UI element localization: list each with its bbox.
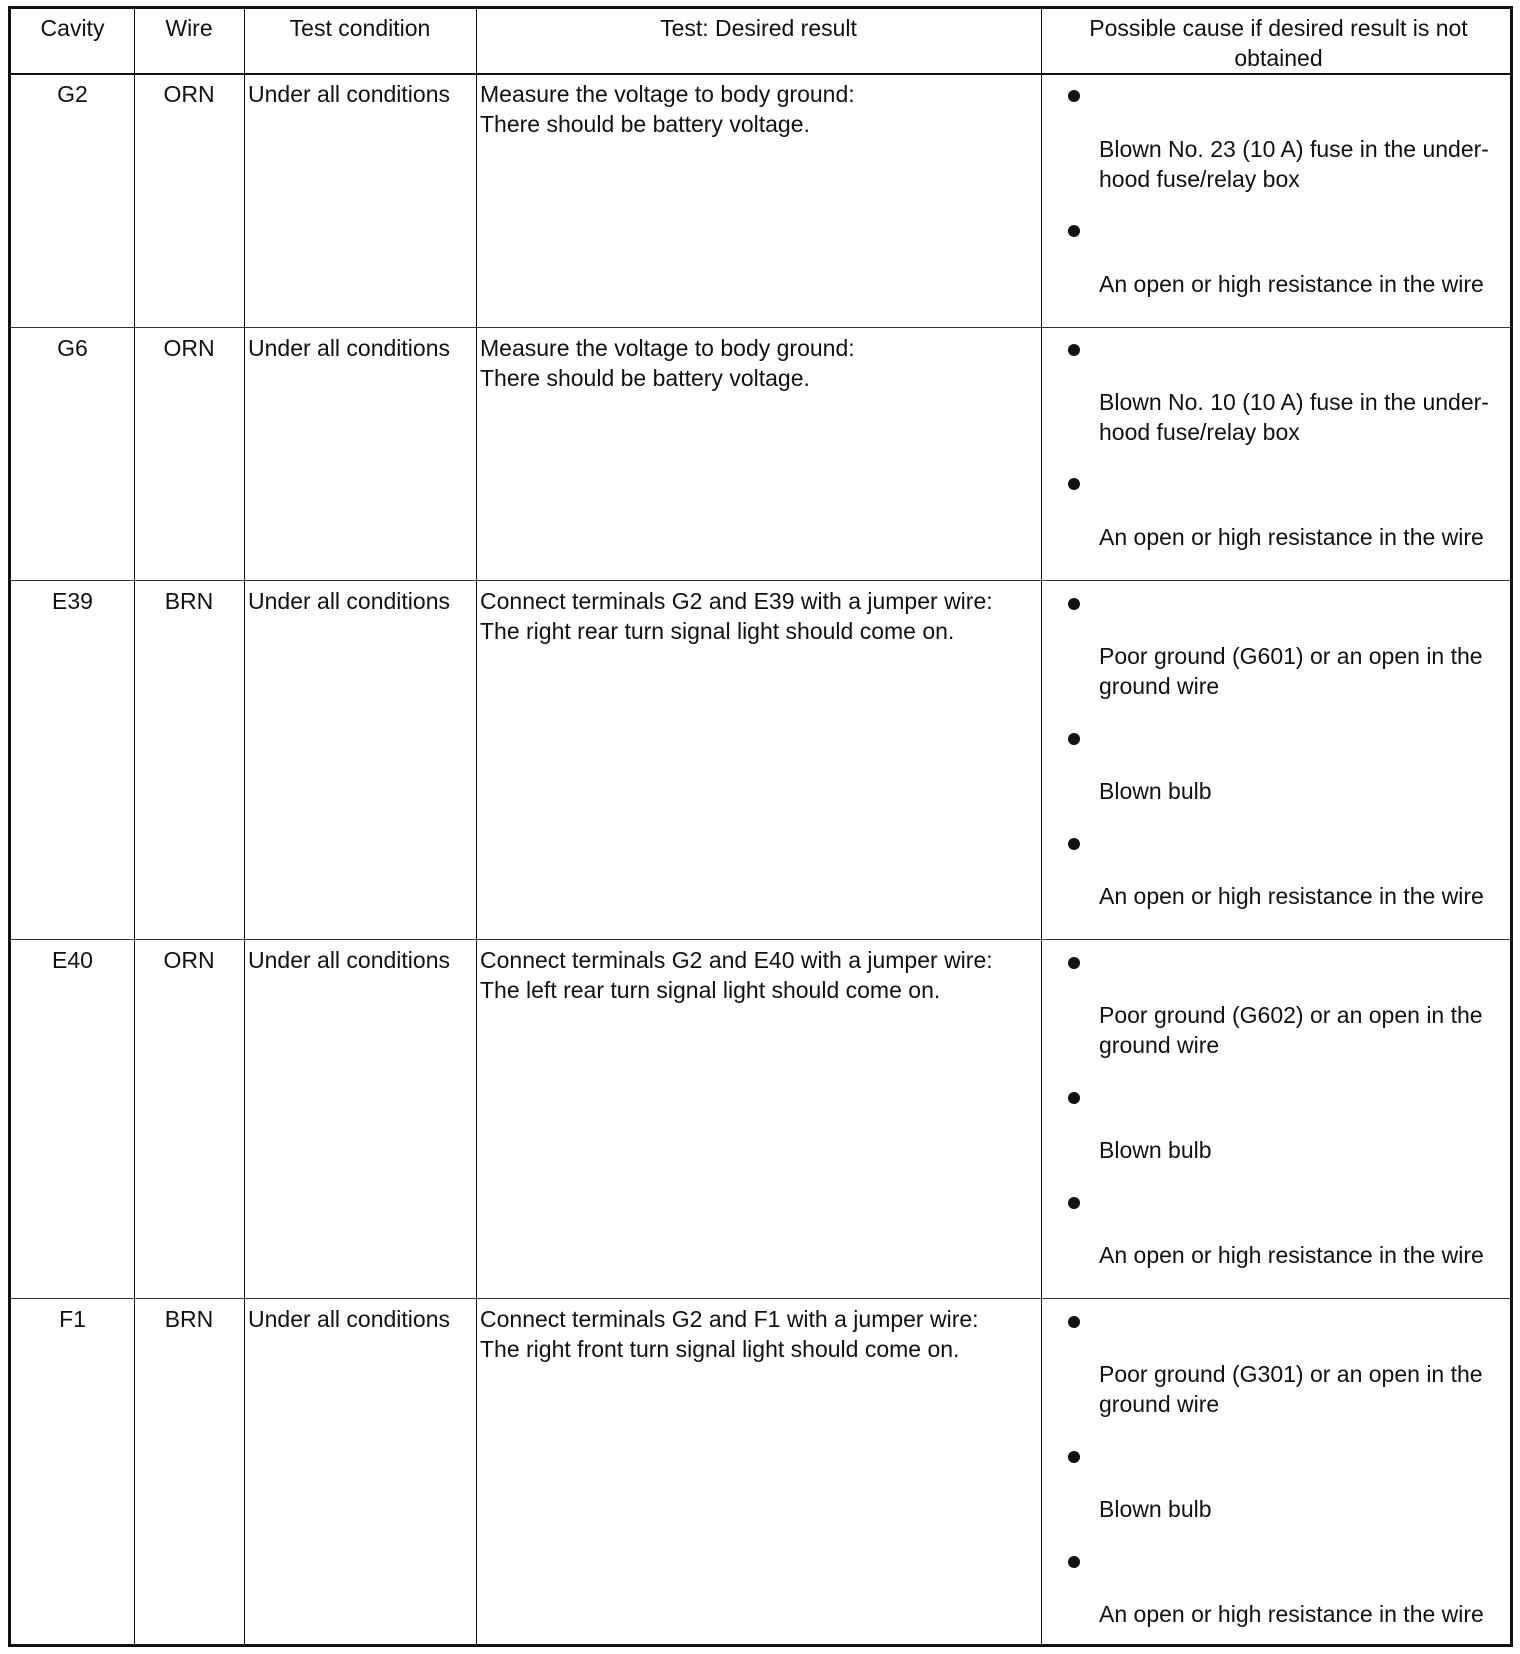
- condition-cell: Under all conditions: [248, 1306, 451, 1332]
- column-divider: [476, 9, 477, 1644]
- table-grid: [11, 9, 1510, 1644]
- condition-cell: Under all conditions: [248, 335, 451, 361]
- bullet-icon: [1068, 598, 1080, 610]
- header-divider: [11, 73, 1510, 75]
- test-instruction: Measure the voltage to body ground:: [480, 335, 855, 361]
- row-divider: [11, 327, 1510, 328]
- test-expected: The right front turn signal light should come on.: [480, 1336, 960, 1362]
- wire-cell: BRN: [164, 1306, 214, 1332]
- test-expected: There should be battery voltage.: [480, 111, 810, 137]
- cause-item: Blown bulb: [1099, 778, 1212, 804]
- test-cell: [480, 333, 1035, 393]
- column-divider: [134, 9, 135, 1644]
- cause-item: Poor ground (G602) or an open in the ground wire: [1099, 1002, 1483, 1058]
- cause-item: An open or high resistance in the wire: [1099, 524, 1484, 550]
- cause-item: Blown bulb: [1099, 1137, 1212, 1163]
- test-cell: [480, 79, 1035, 139]
- test-cell: [480, 586, 1035, 646]
- cavity-cell: G2: [57, 81, 88, 107]
- cause-item: An open or high resistance in the wire: [1099, 271, 1484, 297]
- bullet-icon: [1068, 225, 1080, 237]
- test-expected: There should be battery voltage.: [480, 365, 810, 391]
- row-divider: [11, 939, 1510, 940]
- bullet-icon: [1068, 1197, 1080, 1209]
- bullet-icon: [1068, 1451, 1080, 1463]
- header-wire: Wire: [165, 15, 213, 41]
- test-expected: The right rear turn signal light should come on.: [480, 618, 955, 644]
- row-divider: [11, 580, 1510, 581]
- header-test-desired-result: Test: Desired result: [660, 15, 857, 41]
- test-cell: [480, 945, 1035, 1005]
- condition-cell: Under all conditions: [248, 81, 451, 107]
- bullet-icon: [1068, 478, 1080, 490]
- bullet-icon: [1068, 344, 1080, 356]
- wire-cell: ORN: [163, 81, 215, 107]
- cavity-cell: G6: [57, 335, 88, 361]
- wire-cell: ORN: [163, 947, 215, 973]
- cause-item: Blown bulb: [1099, 1496, 1212, 1522]
- cavity-cell: E39: [52, 588, 93, 614]
- cause-item: Poor ground (G601) or an open in the ground wire: [1099, 643, 1483, 699]
- bullet-icon: [1068, 90, 1080, 102]
- cause-item: An open or high resistance in the wire: [1099, 1601, 1484, 1627]
- condition-cell: Under all conditions: [248, 588, 451, 614]
- wire-cell: BRN: [164, 588, 214, 614]
- cause-item: Poor ground (G301) or an open in the ground wire: [1099, 1361, 1483, 1417]
- bullet-icon: [1068, 1092, 1080, 1104]
- cavity-cell: F1: [59, 1306, 86, 1332]
- header-test-condition: Test condition: [289, 15, 431, 41]
- column-divider: [244, 9, 245, 1644]
- diagnostic-table: [8, 6, 1513, 1647]
- test-instruction: Measure the voltage to body ground:: [480, 81, 855, 107]
- bullet-icon: [1068, 838, 1080, 850]
- header-possible-cause: Possible cause if desired result is not obtained: [1089, 15, 1468, 71]
- condition-cell: Under all conditions: [248, 947, 451, 973]
- test-instruction: Connect terminals G2 and E40 with a jumper wire:: [480, 947, 993, 973]
- wire-cell: ORN: [163, 335, 215, 361]
- cause-item: Blown No. 23 (10 A) fuse in the under-hood fuse/relay box: [1099, 136, 1489, 192]
- header-cavity: Cavity: [40, 15, 105, 41]
- bullet-icon: [1068, 1316, 1080, 1328]
- column-divider: [1041, 9, 1042, 1644]
- row-divider: [11, 1298, 1510, 1299]
- test-expected: The left rear turn signal light should come on.: [480, 977, 941, 1003]
- cause-item: An open or high resistance in the wire: [1099, 1242, 1484, 1268]
- cause-item: An open or high resistance in the wire: [1099, 883, 1484, 909]
- bullet-icon: [1068, 957, 1080, 969]
- test-instruction: Connect terminals G2 and E39 with a jumper wire:: [480, 588, 993, 614]
- test-cell: [480, 1304, 1035, 1364]
- cavity-cell: E40: [52, 947, 93, 973]
- bullet-icon: [1068, 1556, 1080, 1568]
- bullet-icon: [1068, 733, 1080, 745]
- cause-item: Blown No. 10 (10 A) fuse in the under-hood fuse/relay box: [1099, 389, 1489, 445]
- test-instruction: Connect terminals G2 and F1 with a jumper wire:: [480, 1306, 979, 1332]
